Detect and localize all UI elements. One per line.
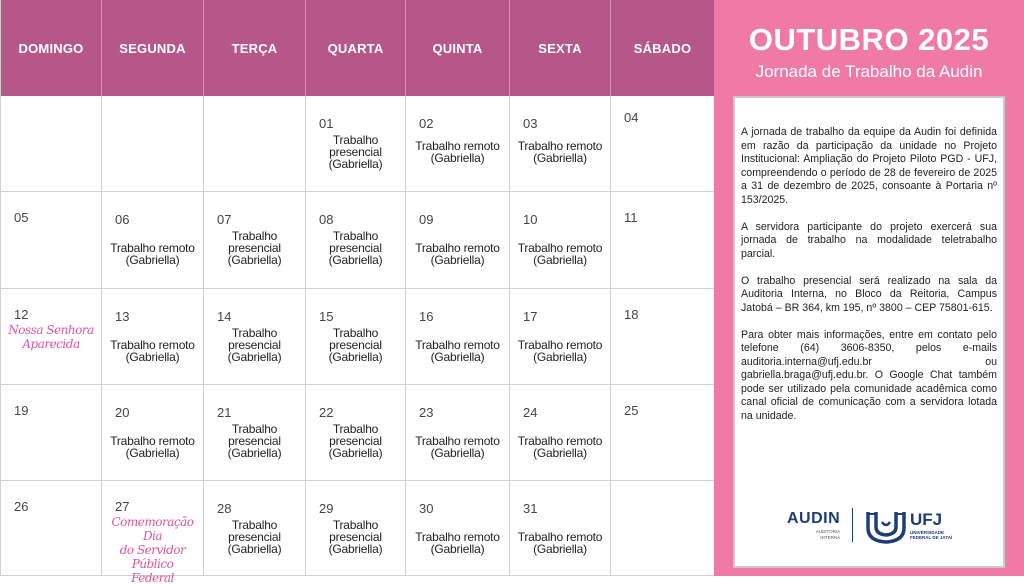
day-cell xyxy=(611,192,715,289)
day-number: 10 xyxy=(523,212,538,227)
work-mode-line: (Gabriella) xyxy=(533,446,587,460)
holiday-label xyxy=(102,515,203,585)
work-mode-line: (Gabriella) xyxy=(227,446,282,460)
work-mode-line: Trabalho remoto xyxy=(110,338,195,352)
work-mode-text xyxy=(510,339,610,363)
day-cell xyxy=(306,192,406,289)
day-cell xyxy=(510,96,611,192)
work-mode-line: presencial xyxy=(228,530,281,544)
work-mode-line: (Gabriella) xyxy=(227,542,282,556)
work-mode-line: (Gabriella) xyxy=(125,253,180,267)
day-number: 06 xyxy=(115,212,130,227)
holiday-line: Federal xyxy=(131,571,174,585)
work-mode-line: Trabalho xyxy=(231,229,278,243)
work-mode-line: presencial xyxy=(329,145,382,159)
work-mode-line: Trabalho remoto xyxy=(517,241,603,255)
day-cell xyxy=(406,96,510,192)
day-number: 05 xyxy=(14,210,29,225)
day-number: 13 xyxy=(115,309,130,324)
work-mode-text xyxy=(306,230,405,266)
work-mode-text xyxy=(306,423,405,459)
work-mode-line: (Gabriella) xyxy=(227,350,282,364)
work-mode-line: (Gabriella) xyxy=(533,151,587,165)
day-number: 16 xyxy=(419,309,434,324)
day-cell xyxy=(510,481,611,576)
weekday-header: QUINTA xyxy=(406,0,510,96)
day-number: 27 xyxy=(115,499,130,514)
day-number: 21 xyxy=(217,405,232,420)
work-mode-line: (Gabriella) xyxy=(328,542,383,556)
day-number: 29 xyxy=(319,501,334,516)
day-number: 12 xyxy=(14,307,29,322)
weekday-header: QUARTA xyxy=(306,0,406,96)
work-mode-line: Trabalho remoto xyxy=(517,434,603,448)
work-mode-line: (Gabriella) xyxy=(430,446,485,460)
ufj-logo-name: UFJ xyxy=(910,510,943,529)
day-cell xyxy=(102,385,204,481)
day-cell xyxy=(1,96,102,192)
day-cell xyxy=(204,96,306,192)
work-mode-line: (Gabriella) xyxy=(430,350,485,364)
day-cell xyxy=(510,289,611,385)
work-mode-line: (Gabriella) xyxy=(125,446,180,460)
work-mode-text xyxy=(306,519,405,555)
day-number: 02 xyxy=(419,116,434,131)
day-number: 20 xyxy=(115,405,130,420)
work-mode-line: presencial xyxy=(329,241,382,255)
day-cell xyxy=(306,385,406,481)
day-cell xyxy=(406,481,510,576)
holiday-line: Comemoração Dia xyxy=(111,515,194,543)
day-cell xyxy=(306,289,406,385)
day-cell xyxy=(204,192,306,289)
work-mode-text xyxy=(406,435,509,459)
day-number: 31 xyxy=(523,501,538,516)
day-cell xyxy=(1,481,102,576)
work-mode-line: (Gabriella) xyxy=(533,350,587,364)
work-mode-line: Trabalho xyxy=(231,326,278,340)
info-paragraph-1: A jornada de trabalho da equipe da Audin foi definida em razão da participação da unidade no Projeto Institucional: Ampliação do Projeto Piloto PGD - UFJ, compreendendo o período de 28 de fevereiro de 2025 a 31 de dezembro de 2025, consoante à Portaria nº 153/2025. xyxy=(741,126,997,206)
page-title: OUTUBRO 2025 xyxy=(748,22,990,57)
work-mode-text xyxy=(102,339,203,363)
day-number: 18 xyxy=(624,307,639,322)
weekday-header: DOMINGO xyxy=(1,0,102,96)
work-mode-line: presencial xyxy=(228,338,281,352)
work-mode-text xyxy=(406,531,509,555)
info-panel xyxy=(714,0,1024,576)
day-number: 03 xyxy=(523,116,538,131)
day-number: 25 xyxy=(624,403,639,418)
work-mode-text xyxy=(204,423,305,459)
work-mode-text xyxy=(102,435,203,459)
holiday-line: Aparecida xyxy=(22,337,80,351)
work-mode-text xyxy=(306,134,405,170)
info-box xyxy=(733,96,1005,568)
work-mode-line: Trabalho remoto xyxy=(415,530,500,544)
work-mode-line: Trabalho remoto xyxy=(517,530,603,544)
work-mode-line: Trabalho remoto xyxy=(415,241,500,255)
audin-logo xyxy=(787,510,840,540)
audin-logo-sub-1: AUDITORIA xyxy=(815,529,841,534)
holiday-line: Nossa Senhora xyxy=(8,323,94,337)
work-mode-line: Trabalho remoto xyxy=(517,139,603,153)
day-cell xyxy=(406,192,510,289)
day-number: 23 xyxy=(419,405,434,420)
audin-logo-name: AUDIN xyxy=(787,510,841,527)
day-cell xyxy=(204,289,306,385)
day-cell xyxy=(611,385,715,481)
day-number: 24 xyxy=(523,405,538,420)
day-cell xyxy=(611,289,715,385)
work-mode-line: Trabalho xyxy=(332,518,379,532)
day-number: 26 xyxy=(14,499,29,514)
logo-separator xyxy=(852,508,853,542)
work-mode-text xyxy=(406,339,509,363)
work-mode-line: (Gabriella) xyxy=(430,151,485,165)
work-mode-line: presencial xyxy=(228,434,281,448)
ufj-logo xyxy=(910,510,952,540)
day-number: 22 xyxy=(319,405,334,420)
day-cell xyxy=(406,289,510,385)
work-mode-line: Trabalho xyxy=(332,422,379,436)
work-mode-line: Trabalho xyxy=(332,326,379,340)
work-mode-text xyxy=(306,327,405,363)
work-mode-text xyxy=(204,327,305,363)
work-mode-text xyxy=(510,242,610,266)
work-mode-line: Trabalho remoto xyxy=(517,338,603,352)
work-mode-line: (Gabriella) xyxy=(430,253,485,267)
audin-logo-sub-2: INTERNA xyxy=(820,535,841,540)
work-mode-text xyxy=(510,140,610,164)
work-mode-line: Trabalho xyxy=(231,422,278,436)
work-mode-line: Trabalho xyxy=(332,133,379,147)
day-cell xyxy=(306,96,406,192)
work-mode-line: Trabalho xyxy=(231,518,278,532)
info-paragraph-3: O trabalho presencial será realizado na sala da Auditoria Interna, no Bloco da Reitoria, Campus Jatobá – BR 364, km 195, nº 3800 – CEP 75801-615. xyxy=(741,274,997,314)
ufj-logo-sub-2: FEDERAL DE JATAÍ xyxy=(910,535,953,540)
day-number: 14 xyxy=(217,309,232,324)
work-mode-line: Trabalho remoto xyxy=(110,434,195,448)
work-mode-text xyxy=(204,230,305,266)
logos-row xyxy=(735,508,1003,548)
day-number: 09 xyxy=(419,212,434,227)
day-number: 07 xyxy=(217,212,232,227)
work-mode-line: presencial xyxy=(329,338,382,352)
weekday-header: SÁBADO xyxy=(611,0,715,96)
day-number: 17 xyxy=(523,309,538,324)
day-number: 30 xyxy=(419,501,434,516)
day-cell xyxy=(510,385,611,481)
work-mode-line: Trabalho remoto xyxy=(415,434,500,448)
day-cell xyxy=(102,289,204,385)
work-mode-line: (Gabriella) xyxy=(328,350,383,364)
work-mode-text xyxy=(102,242,203,266)
day-cell xyxy=(102,481,204,585)
work-mode-text xyxy=(510,435,610,459)
work-mode-text xyxy=(406,242,509,266)
holiday-line: do Servidor Público xyxy=(119,543,186,571)
day-cell xyxy=(306,481,406,576)
day-cell xyxy=(1,289,102,385)
work-mode-line: Trabalho remoto xyxy=(415,139,500,153)
day-number: 11 xyxy=(624,210,638,225)
day-cell xyxy=(406,385,510,481)
work-mode-line: (Gabriella) xyxy=(430,542,485,556)
day-cell xyxy=(204,385,306,481)
work-mode-line: Trabalho xyxy=(332,229,379,243)
day-cell xyxy=(611,96,715,192)
work-mode-line: (Gabriella) xyxy=(328,157,383,171)
work-mode-text xyxy=(510,531,610,555)
work-mode-line: presencial xyxy=(228,241,281,255)
weekday-header: SEGUNDA xyxy=(102,0,204,96)
work-mode-line: presencial xyxy=(329,434,382,448)
work-mode-line: (Gabriella) xyxy=(533,253,587,267)
day-number: 01 xyxy=(319,116,334,131)
work-mode-line: Trabalho remoto xyxy=(415,338,500,352)
day-cell xyxy=(204,481,306,576)
work-mode-line: (Gabriella) xyxy=(227,253,282,267)
info-paragraph-4: Para obter mais informações, entre em contato pelo telefone (64) 3606-8350, pelos e-mails auditoria.interna@ufj.edu.br ou gabriella.braga@ufj.edu.br. O Google Chat também pode ser utilizado pela comunidade acadêmica como canal oficial de comunicação com a servidora lotada na unidade. xyxy=(741,328,997,422)
day-number: 08 xyxy=(319,212,334,227)
info-paragraph-2: A servidora participante do projeto exercerá sua jornada de trabalho na modalidade teletrabalho parcial. xyxy=(741,220,997,260)
day-cell xyxy=(102,96,204,192)
holiday-label xyxy=(1,323,101,351)
weekday-header: SEXTA xyxy=(510,0,611,96)
work-mode-text xyxy=(406,140,509,164)
work-mode-line: (Gabriella) xyxy=(328,253,383,267)
work-mode-line: (Gabriella) xyxy=(328,446,383,460)
day-number: 15 xyxy=(319,309,334,324)
weekday-header: TERÇA xyxy=(204,0,306,96)
page-subtitle: Jornada de Trabalho da Audin xyxy=(755,62,983,81)
day-number: 04 xyxy=(624,110,639,125)
day-cell xyxy=(1,192,102,289)
work-mode-text xyxy=(204,519,305,555)
day-cell xyxy=(1,385,102,481)
day-cell xyxy=(102,192,204,289)
day-number: 28 xyxy=(217,501,232,516)
day-cell xyxy=(611,481,715,576)
work-mode-line: Trabalho remoto xyxy=(110,241,195,255)
ufj-logo-sub-1: UNIVERSIDADE xyxy=(910,530,945,535)
work-mode-line: presencial xyxy=(329,530,382,544)
day-number: 19 xyxy=(14,403,29,418)
work-mode-line: (Gabriella) xyxy=(125,350,180,364)
ufj-emblem-icon xyxy=(865,508,907,544)
work-mode-line: (Gabriella) xyxy=(533,542,587,556)
day-cell xyxy=(510,192,611,289)
